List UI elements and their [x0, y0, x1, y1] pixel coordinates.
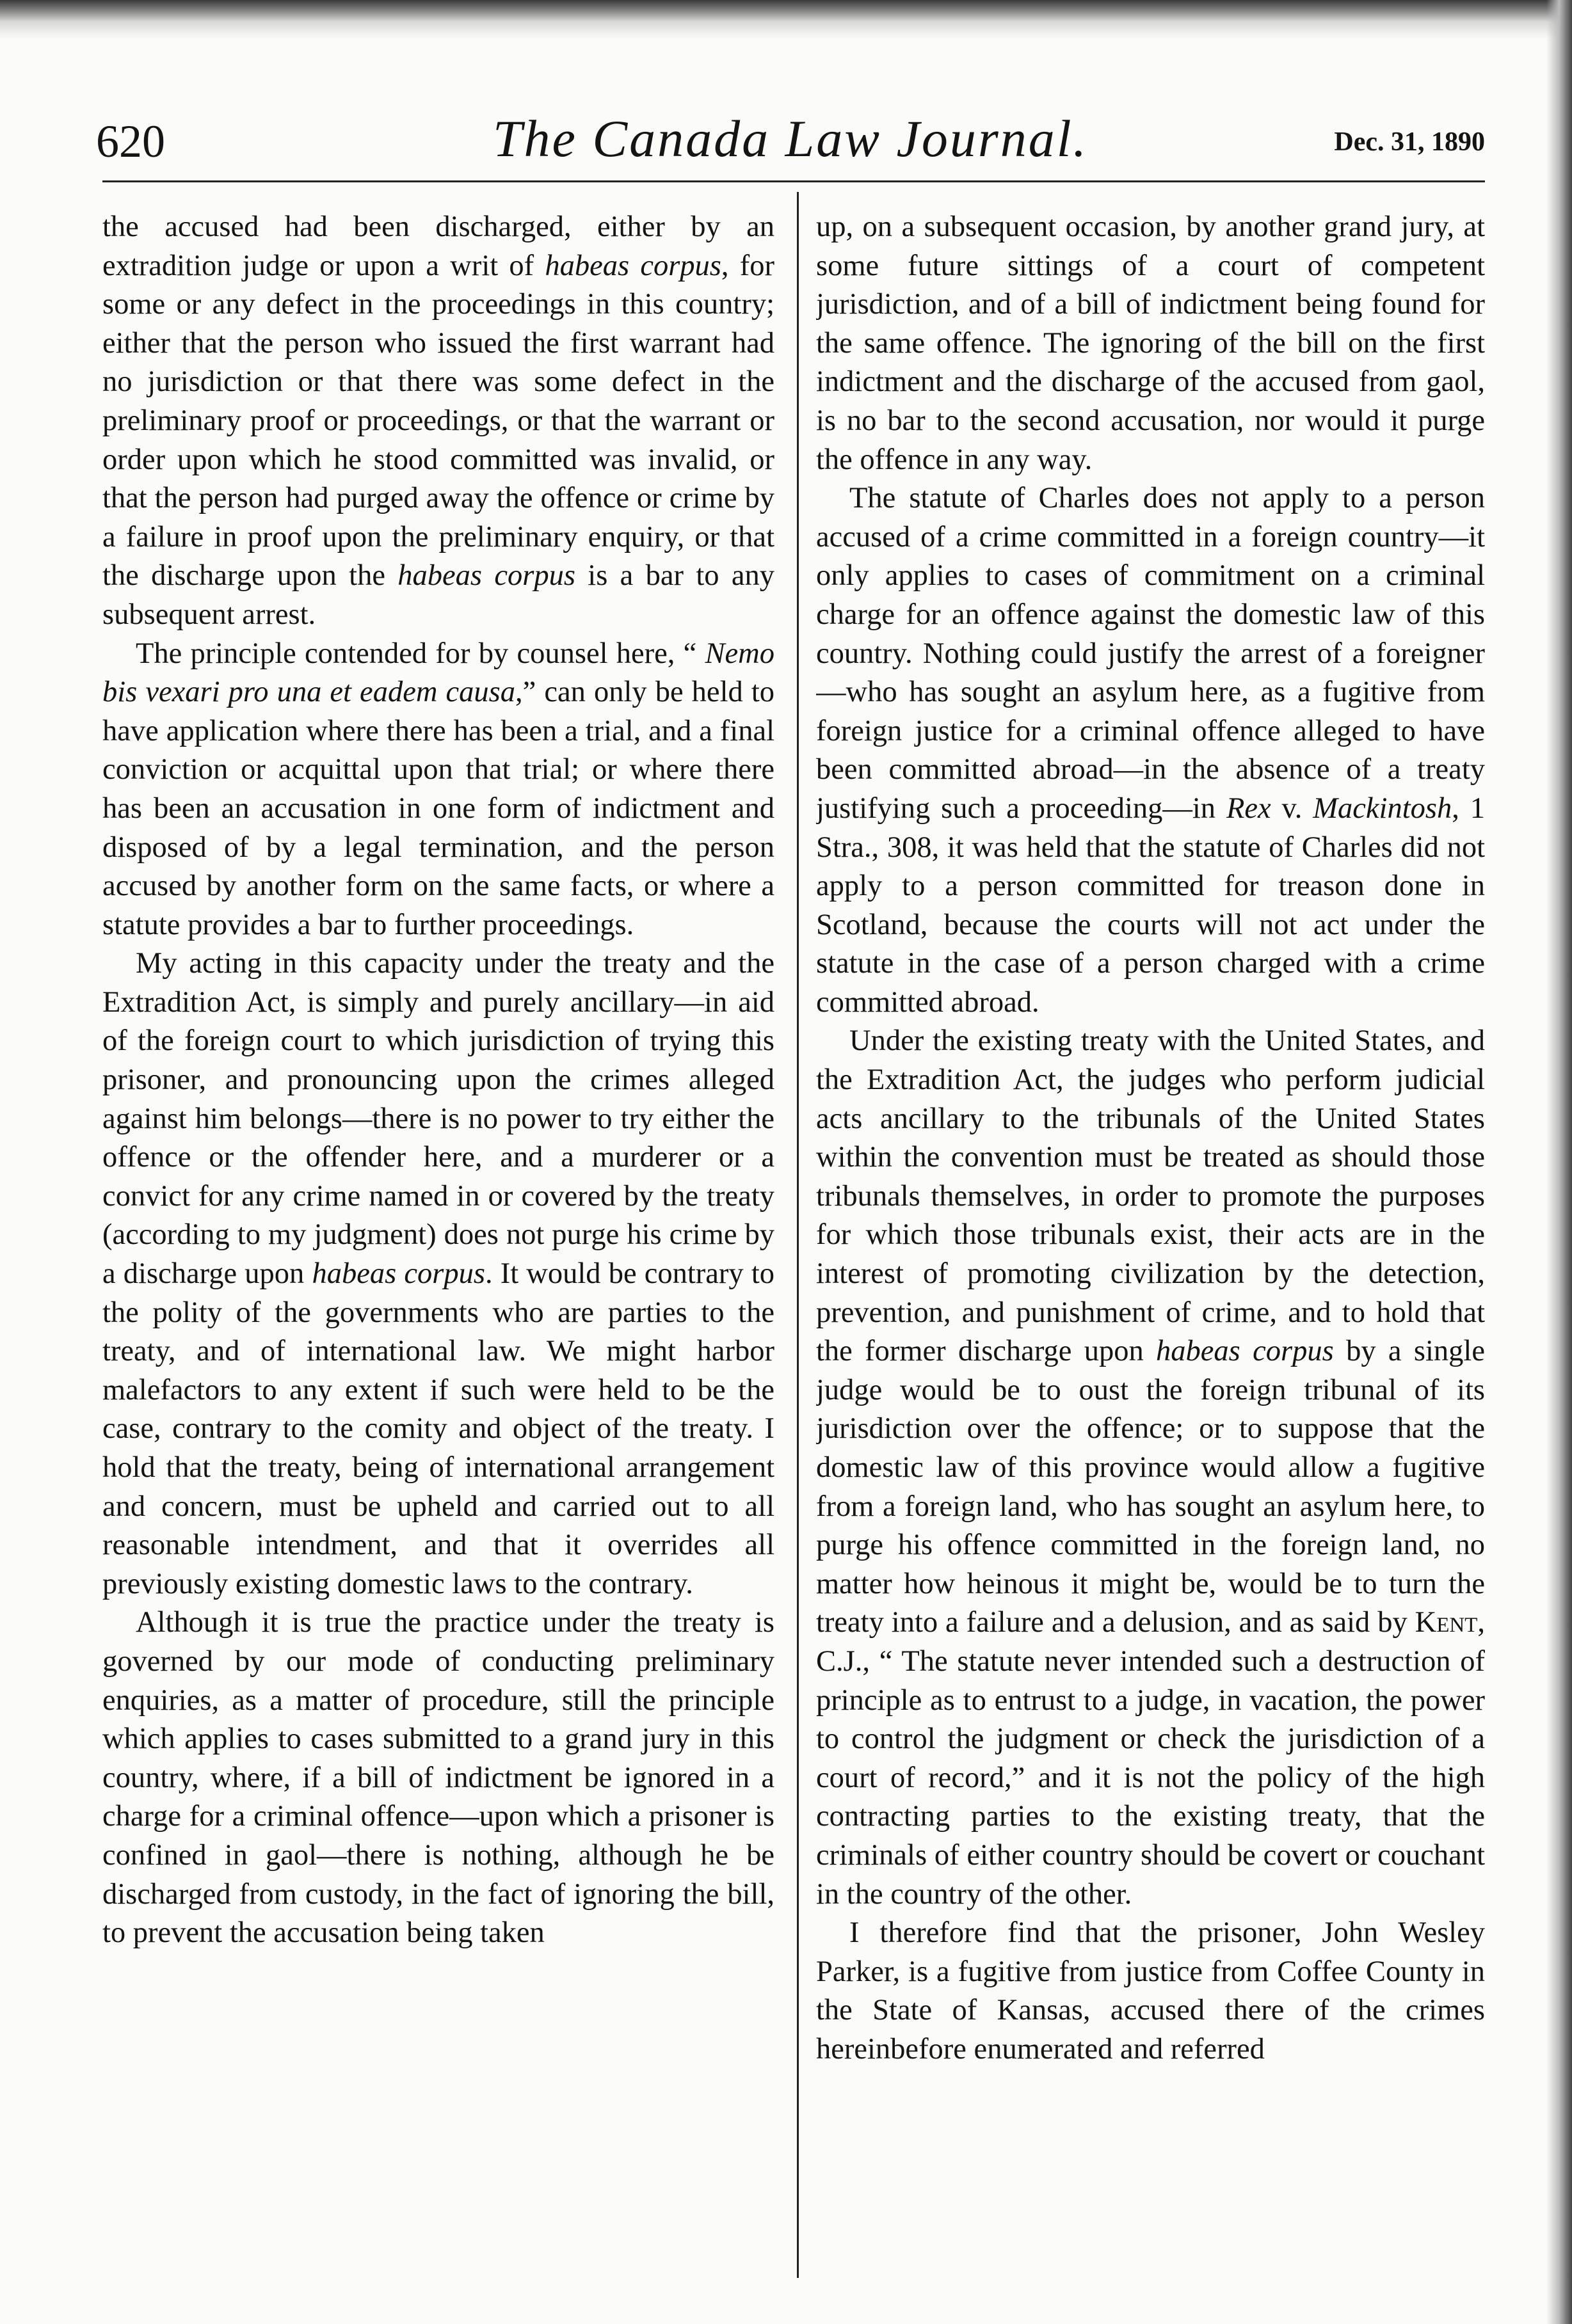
paragraph: The statute of Charles does not apply to a person accused of a crime committed in a foreign country—it only applies to cases of commitment on a criminal charge for an offence against the domestic law of this country. Nothing could justify the arrest of a foreigner—who has sought an asylum here, as a fugitive from foreign justice for a criminal offence alleged to have been committed abroad—in the absence of a treaty justifying such a proceeding—in Rex v. Mackintosh, 1 Stra., 308, it was held that the statute of Charles did not apply to a person committed for treason done in Scotland, because the courts will not act under the statute in the case of a person charged with a crime committed abroad. — [816, 482, 1485, 1019]
column-divider — [797, 192, 799, 2278]
right-column — [816, 208, 1485, 2300]
page-number: 620 — [96, 116, 165, 167]
issue-date: Dec. 31, 1890 — [1334, 127, 1485, 157]
paragraph: Although it is true the practice under the treaty is governed by our mode of conducting preliminary enquiries, as a matter of procedure, still the principle which applies to cases submitted to a grand jury in this country, where, if a bill of indictment be ignored in a charge for a criminal offence—upon which a prisoner is confined in gaol—there is nothing, although he be discharged from custody, in the fact of ignoring the bill, to prevent the accusation being taken — [102, 1606, 774, 1950]
journal-title: The Canada Law Journal. — [492, 109, 1089, 168]
page-header — [96, 109, 1485, 179]
scan-right-edge — [1546, 0, 1572, 2324]
paragraph: Under the existing treaty with the United States, and the Extradition Act, the judges who perform judicial acts ancillary to the tribunals of the United States within the convention must be treated as should those tribunals themselves, in order to promote the purposes for which those tribunals exist, their acts are in the interest of promoting civilization by the detection, prevention, and punishment of crime, and to hold that the former discharge upon habeas corpus by a single judge would be to oust the foreign tribunal of its jurisdiction over the offence; or to suppose that the domestic law of this province would allow a fugitive from a foreign land, who has sought an asylum here, to purge his offence committed in the foreign land, no matter how heinous it might be, would be to turn the treaty into a failure and a delusion, and as said by Kent, C.J., “ The statute never intended such a destruction of principle as to entrust to a judge, in vacation, the power to control the judgment or check the jurisdiction of a court of record,” and it is not the policy of the high contracting parties to the existing treaty, that the criminals of either country should be covert or couchant in the country of the other. — [816, 1024, 1485, 1911]
paragraph: up, on a subsequent occasion, by another grand jury, at some future sittings of a court of competent jurisdiction, and of a bill of indictment being found for the same offence. The ignoring of the bill on the first indictment and the discharge of the accused from gaol, is no bar to the second accusation, nor would it purge the offence in any way. — [816, 211, 1485, 476]
paragraph: My acting in this capacity under the treaty and the Extradition Act, is simply and purely ancillary—in aid of the foreign court to which jurisdiction of trying this prisoner, and pronouncing upon the crimes alleged against him belongs—there is no power to try either the offence or the offender here, and a murderer or a convict for any crime named in or covered by the treaty (according to my judgment) does not purge his crime by a discharge upon habeas corpus. It would be contrary to the polity of the governments who are parties to the treaty, and of international law. We might harbor malefactors to any extent if such were held to be the case, contrary to the comity and object of the treaty. I hold that the treaty, being of international arrangement and concern, must be upheld and carried out to all reasonable intendment, and that it overrides all previously existing domestic laws to the contrary. — [102, 947, 774, 1600]
paragraph: The principle contended for by counsel here, “ Nemo bis vexari pro una et eadem causa,” can only be held to have application where there has been a trial, and a final conviction or acquittal upon that trial; or where there has been an accusation in one form of indictment and disposed of by a legal termination, and the person accused by another form on the same facts, or where a statute provides a bar to further proceedings. — [102, 637, 774, 941]
left-column — [102, 208, 774, 2300]
paragraph: I therefore find that the prisoner, John Wesley Parker, is a fugitive from justice from Coffee County in the State of Kansas, accused there of the crimes hereinbefore enumerated and referred — [816, 1916, 1485, 2065]
paragraph: the accused had been discharged, either by an extradition judge or upon a writ of habeas corpus, for some or any defect in the proceedings in this country; either that the person who issued the first warrant had no jurisdiction or that there was some defect in the preliminary proof or proceedings, or that the warrant or order upon which he stood committed was invalid, or that the person had purged away the offence or crime by a failure in proof upon the preliminary enquiry, or that the discharge upon the habeas corpus is a bar to any subsequent arrest. — [102, 211, 774, 631]
scan-top-edge — [0, 0, 1572, 38]
header-rule — [102, 180, 1485, 182]
